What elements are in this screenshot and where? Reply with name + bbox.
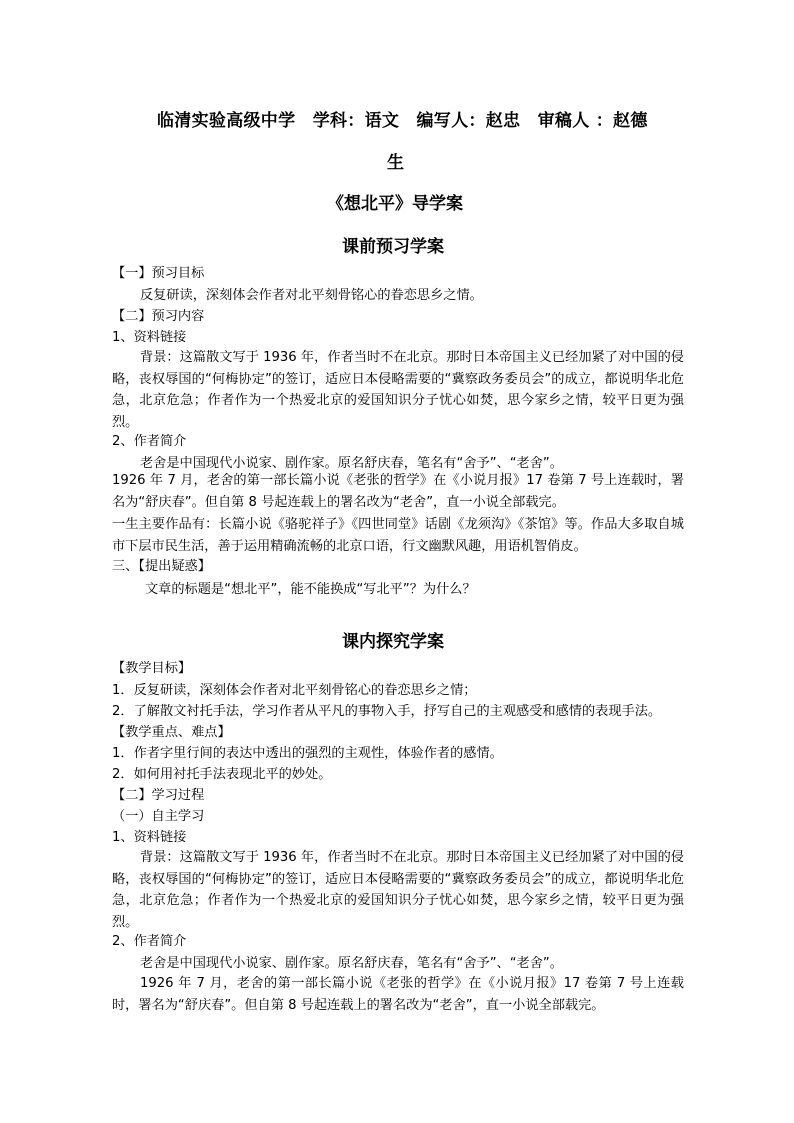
author-paragraph-1-b: 老舍是中国现代小说家、剧作家。原名舒庆春，笔名有“舍予”、“老舍”。 (140, 956, 563, 971)
key-point-1: 1．作者字里行间的表达中透出的强烈的主观性，体验作者的感情。 (112, 746, 503, 761)
heading-author-intro-2: 2、作者简介 (112, 934, 187, 949)
heading-raise-question: 三、【提出疑惑】 (112, 559, 211, 574)
heading-key-points: 【教学重点、难点】 (112, 725, 231, 740)
heading-author-intro: 2、作者简介 (112, 434, 187, 449)
heading-self-study: （一）自主学习 (112, 809, 205, 824)
section-title-inclass: 课内探究学案 (342, 632, 444, 652)
key-point-2: 2．如何用衬托手法表现北平的妙处。 (112, 767, 332, 782)
heading-teaching-goal: 【教学目标】 (112, 661, 192, 676)
author-paragraph-2-b: 1926 年 7 月，老舍的第一部长篇小说《老张的哲学》在《小说月报》17 卷第 7 号上连载时，署名为“舒庆春”。但自第 8 号起连载上的署名改为“老舍”，直一小说全部载完。 (112, 976, 684, 1013)
document-title: 《想北平》导学案 (327, 194, 463, 214)
heading-learning-process: 【二】学习过程 (112, 788, 205, 803)
heading-material-link-2: 1、资料链接 (112, 830, 187, 845)
heading-preview-content: 【二】预习内容 (112, 309, 205, 324)
header-line-2: 生 (387, 153, 405, 173)
preview-goal-text: 反复研读，深刻体会作者对北平刻骨铭心的眷恋思乡之情。 (140, 288, 483, 303)
question-text: 文章的标题是“想北平”，能不能换成“写北平”？为什么？ (145, 582, 476, 597)
author-paragraph-2: 1926 年 7 月，老舍的第一部长篇小说《老张的哲学》在《小说月报》17 卷第 7 号上连载时，署名为“舒庆春”。但自第 8 号起连载上的署名改为“老舍”，直一小说全部载完。 (112, 473, 684, 510)
author-paragraph-1: 老舍是中国现代小说家、剧作家。原名舒庆春，笔名有“舍予”、“老舍”。 (140, 456, 563, 471)
author-paragraph-3: 一生主要作品有：长篇小说《骆驼祥子》《四世同堂》话剧《龙须沟》《茶馆》等。作品大多取自城市下层市民生活，善于运用精确流畅的北京口语，行文幽默风趣，用语机智俏皮。 (112, 517, 684, 554)
heading-material-link: 1、资料链接 (112, 330, 187, 345)
section-title-preview: 课前预习学案 (342, 237, 444, 257)
header-line-1: 临清实验高级中学 学科：语文 编写人：赵忠 审稿人 ：赵德 (157, 111, 648, 131)
background-paragraph-2: 背景：这篇散文写于 1936 年，作者当时不在北京。那时日本帝国主义已经加紧了对中国的侵略，丧权辱国的“何梅协定”的签订，适应日本侵略需要的“冀察政务委员会”的成立，都说明华北危急，北京危急；作者作为一个热爱北京的爱国知识分子忧心如焚，思今家乡之情，较平日更为强烈。 (112, 850, 684, 931)
teaching-goal-2: 2．了解散文衬托手法，学习作者从平凡的事物入手，抒写自己的主观感受和感情的表现手法。 (112, 704, 662, 719)
background-paragraph: 背景：这篇散文写于 1936 年，作者当时不在北京。那时日本帝国主义已经加紧了对中国的侵略，丧权辱国的“何梅协定”的签订，适应日本侵略需要的“冀察政务委员会”的成立，都说明华北危急，北京危急；作者作为一个热爱北京的爱国知识分子忧心如焚，思今家乡之情，较平日更为强烈。 (112, 350, 684, 431)
heading-preview-goal: 【一】预习目标 (112, 266, 205, 281)
teaching-goal-1: 1．反复研读，深刻体会作者对北平刻骨铭心的眷恋思乡之情； (112, 683, 477, 698)
